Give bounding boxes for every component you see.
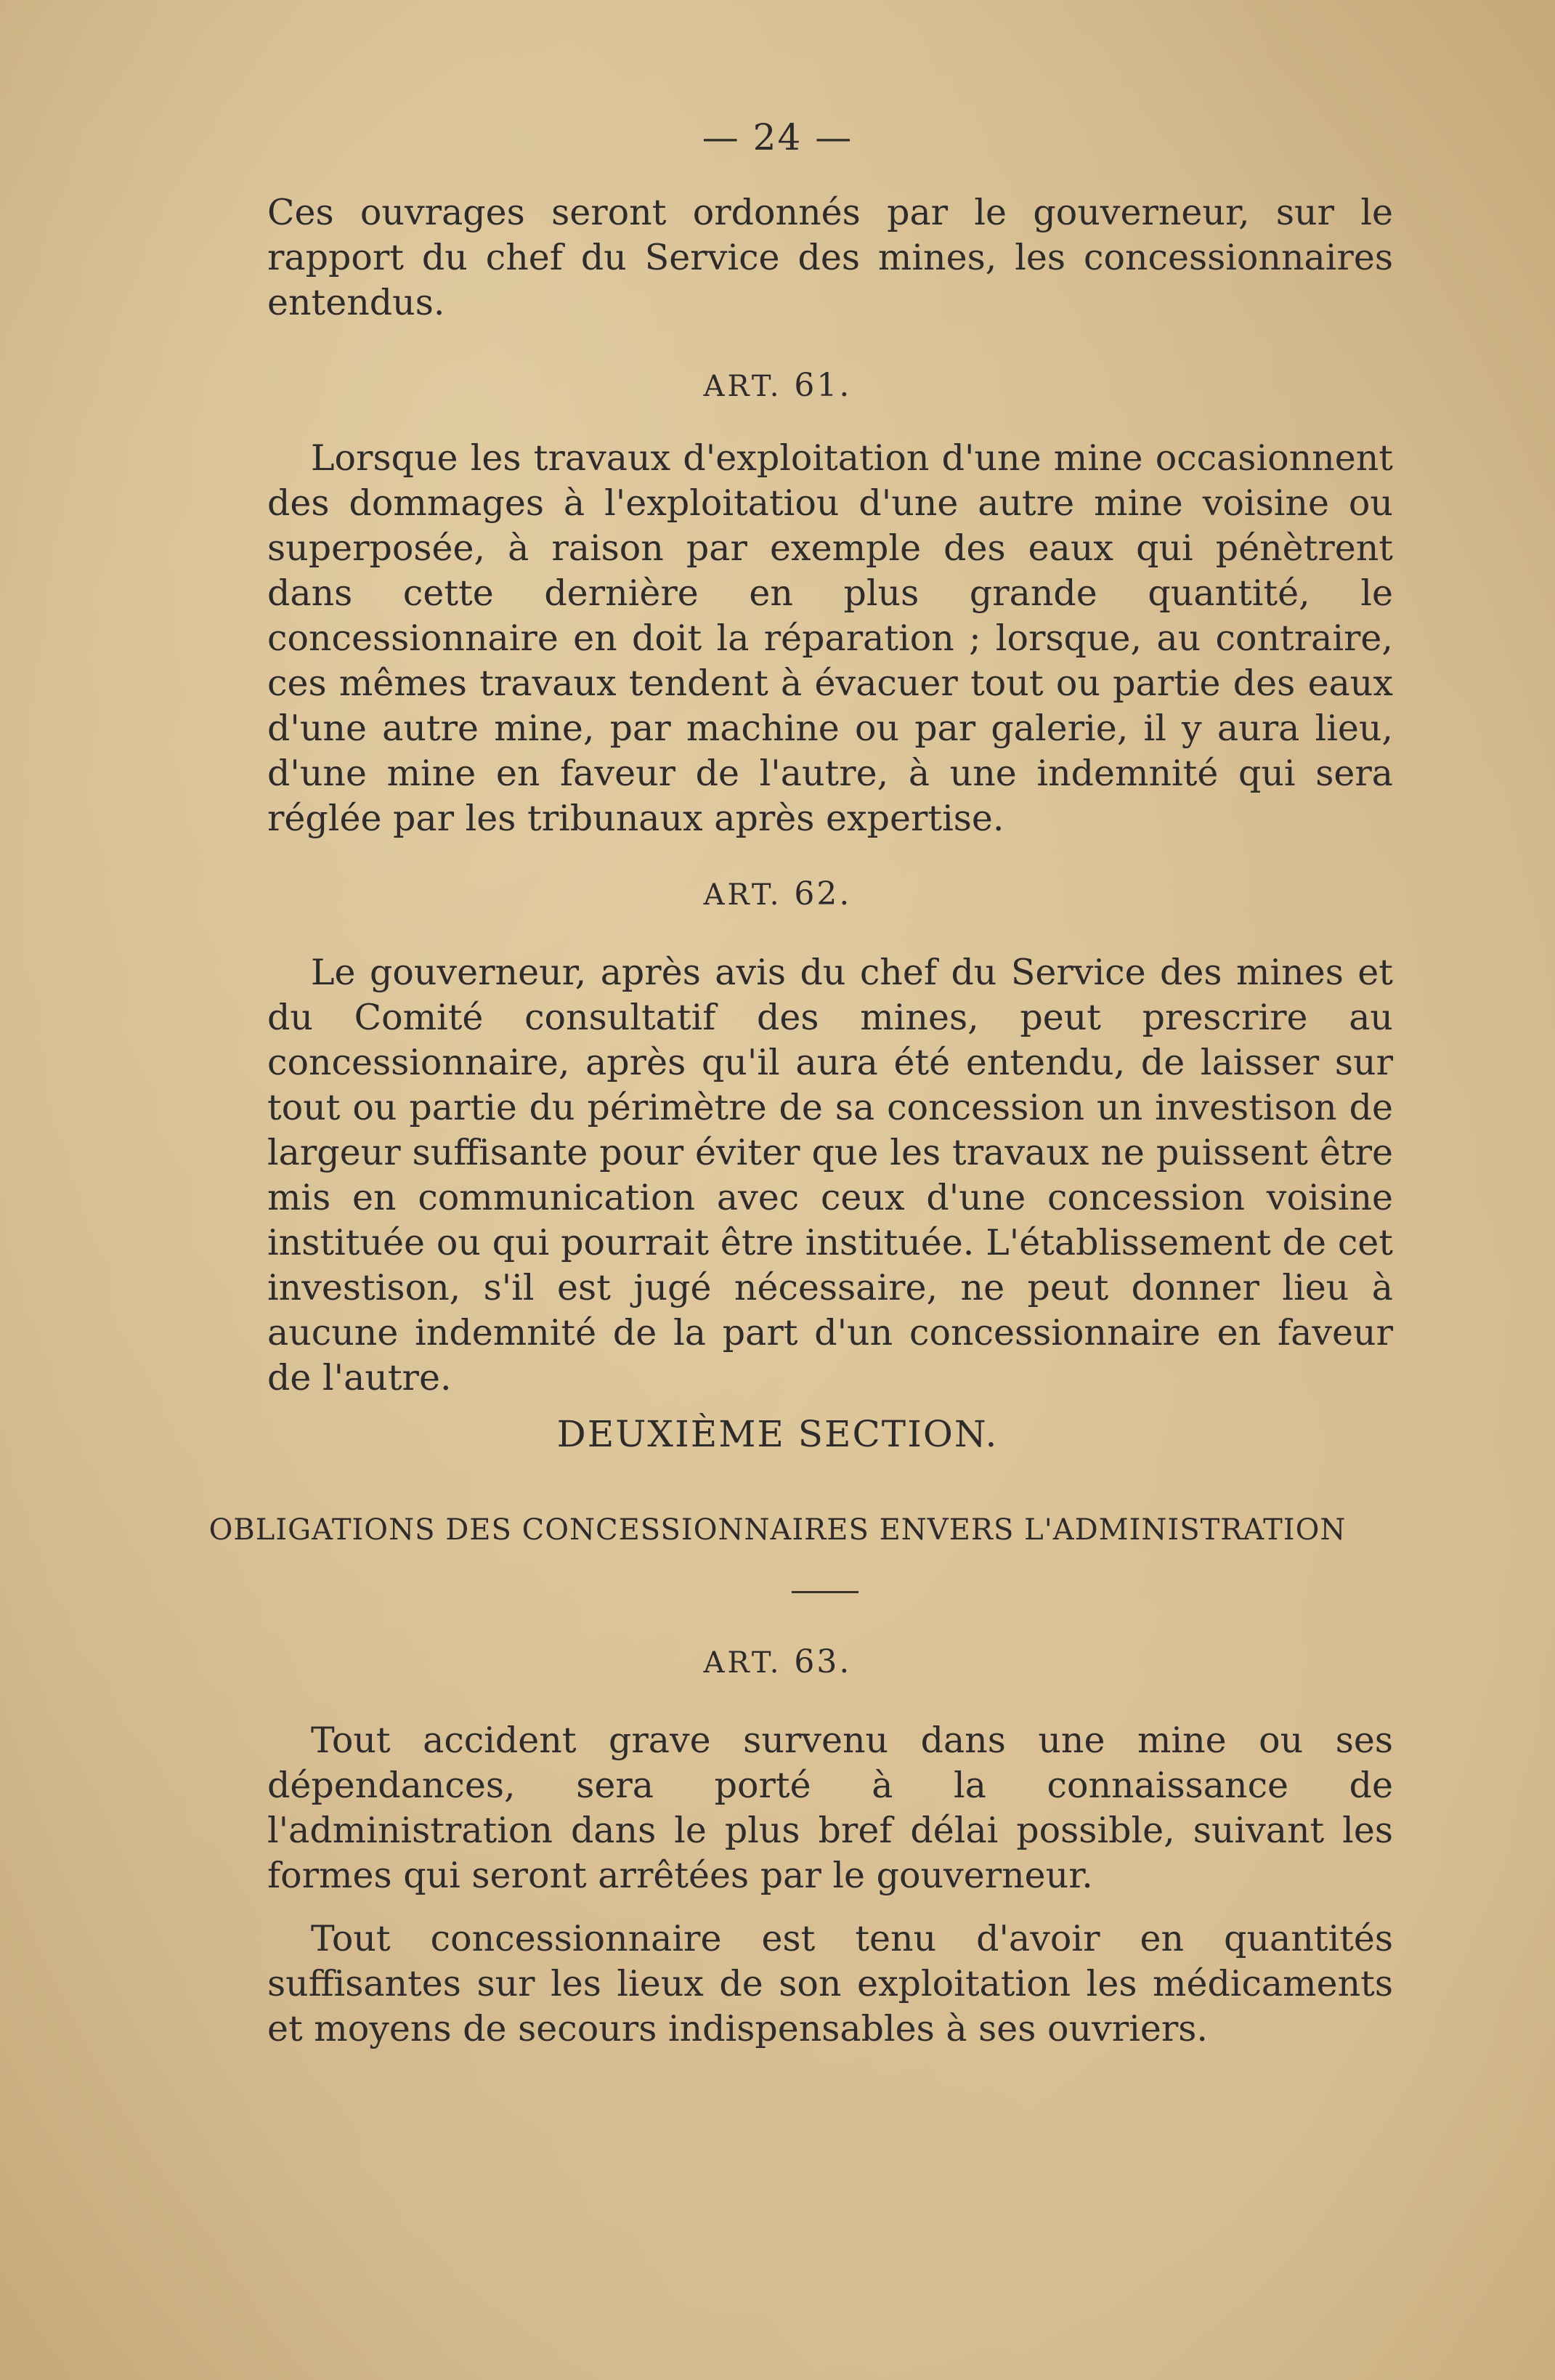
paragraph-art62: Le gouverneur, après avis du chef du Service des mines et du Comité consultatif des mines, peut prescrire au concessionnaire, après qu'il aura été entendu, de laisser sur tout ou partie du périmètre de sa concession un investison de largeur suffisante pour éviter que les travaux ne puissent être mis en communication avec ceux d'une concession voisine instituée ou qui pourrait être instituée. L'établissement de cet investison, s'il est jugé nécessaire, ne peut donner lieu à aucune indemnité de la part d'un concessionnaire en faveur de l'autre. — [267, 952, 1393, 1399]
paragraph-art63-second: Tout concessionnaire est tenu d'avoir en quantités suffisantes sur les lieux de son exploitation les médicaments et moyens de secours indispensables à ses ouvriers. — [267, 1918, 1393, 2049]
section-title: DEUXIÈME SECTION. — [556, 1413, 999, 1455]
section-divider — [792, 1591, 858, 1593]
paragraph-art61: Lorsque les travaux d'exploitation d'une mine occasionnent des dommages à l'exploitatiou d'une autre mine voisine ou superposée, à raison par exemple des eaux qui pénètrent dans cette dernière en plus grande quantité, le concessionnaire en doit la réparation ; lorsque, au contraire, ces mêmes travaux tendent à évacuer tout ou partie des eaux d'une autre mine, par machine ou par galerie, il y aura lieu, d'une mine en faveur de l'autre, à une indemnité qui sera réglée par les tribunaux après expertise. — [267, 437, 1393, 839]
article-63-heading — [0, 1643, 1555, 1680]
article-label: ART. — [703, 878, 782, 912]
section-subtitle: OBLIGATIONS DES CONCESSIONNAIRES ENVERS L'ADMINISTRATION — [208, 1513, 1347, 1547]
paragraph-art63-first: Tout accident grave survenu dans une mine ou ses dépendances, sera porté à la connaissance de l'administration dans le plus bref délai possible, suivant les formes qui seront arrêtées par le gouverneur. — [267, 1720, 1393, 1896]
article-62-heading — [0, 875, 1555, 912]
paragraph-art60-end: Ces ouvrages seront ordonnés par le gouverneur, sur le rapport du chef du Service des mines, les concessionnaires entendus. — [267, 192, 1393, 323]
article-label: ART. — [703, 1646, 782, 1680]
article-61-heading — [0, 367, 1555, 404]
article-number: 61. — [794, 367, 852, 404]
article-label: ART. — [703, 370, 782, 403]
article-number: 63. — [794, 1643, 852, 1680]
article-number: 62. — [794, 875, 852, 912]
page-number: — 24 — — [702, 116, 853, 158]
